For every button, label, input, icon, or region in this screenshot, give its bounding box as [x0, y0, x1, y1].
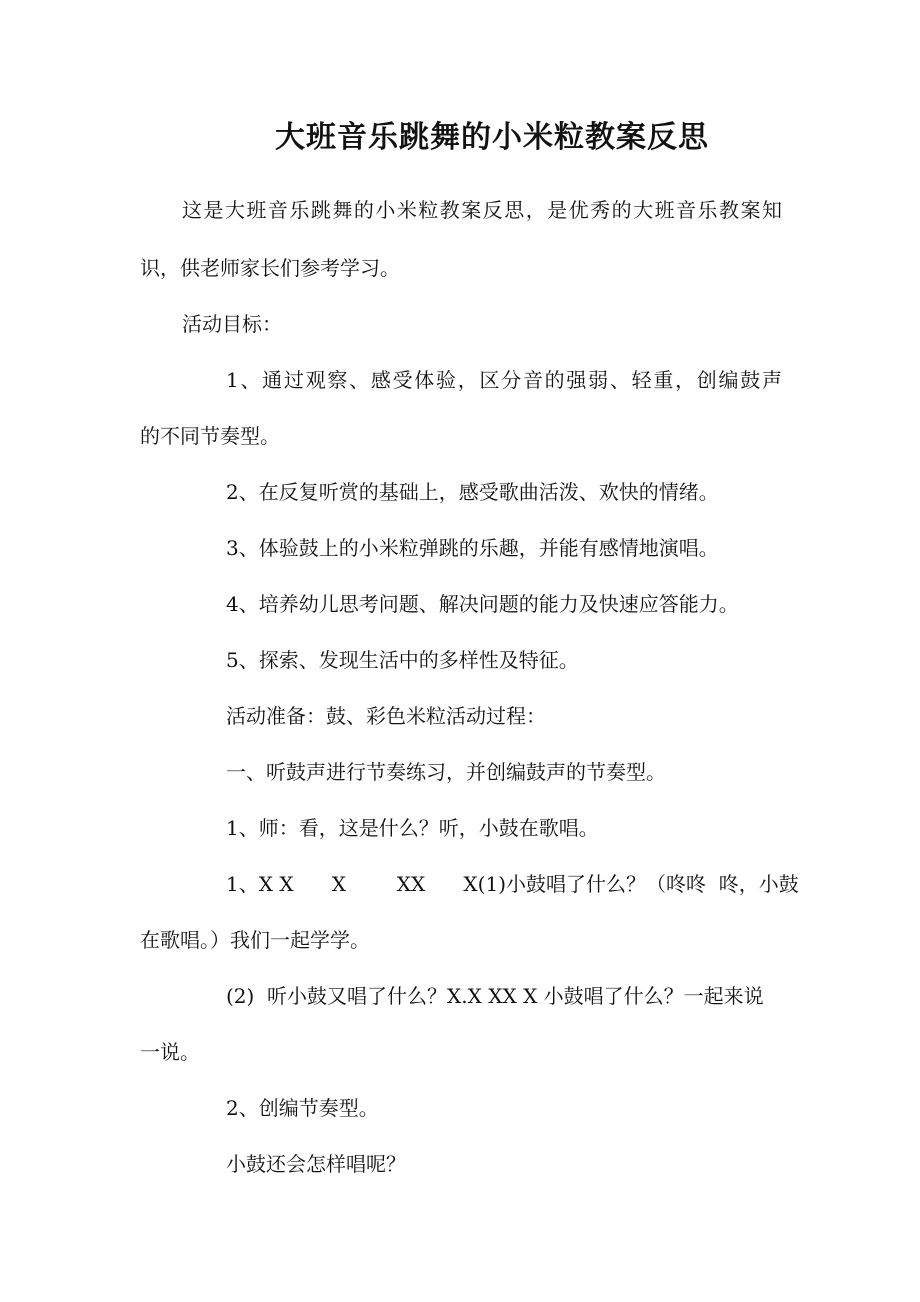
paragraph-line: 1、师：看，这是什么？听，小鼓在歌唱。 — [226, 816, 599, 840]
paragraph-line: 3、体验鼓上的小米粒弹跳的乐趣，并能有感情地演唱。 — [226, 536, 719, 560]
paragraph-line: 1、X X X XX X(1)小鼓唱了什么？（咚咚 咚，小鼓 — [226, 872, 799, 896]
paragraph-line: 活动准备：鼓、彩色米粒活动过程： — [226, 704, 546, 728]
paragraph-line: 识，供老师家长们参考学习。 — [140, 256, 400, 280]
section-heading: 活动目标： — [182, 312, 282, 336]
paragraph-line: 2、创编节奏型。 — [226, 1096, 379, 1120]
paragraph-line: 一说。 — [140, 1040, 200, 1064]
paragraph-line: 1、通过观察、感受体验，区分音的强弱、轻重，创编鼓声 — [226, 368, 782, 392]
paragraph-line: 2、在反复听赏的基础上，感受歌曲活泼、欢快的情绪。 — [226, 480, 719, 504]
paragraph-line: 的不同节奏型。 — [140, 424, 280, 448]
paragraph-line: 一、听鼓声进行节奏练习，并创编鼓声的节奏型。 — [226, 760, 666, 784]
paragraph-line: 5、探索、发现生活中的多样性及特征。 — [226, 648, 579, 672]
paragraph-line: (2) 听小鼓又唱了什么？X.X XX X 小鼓唱了什么？一起来说 — [226, 984, 764, 1008]
paragraph-line: 4、培养幼儿思考问题、解决问题的能力及快速应答能力。 — [226, 592, 739, 616]
paragraph-line: 小鼓还会怎样唱呢？ — [226, 1152, 406, 1176]
document-title: 大班音乐跳舞的小米粒教案反思 — [275, 120, 709, 155]
paragraph-line: 这是大班音乐跳舞的小米粒教案反思，是优秀的大班音乐教案知 — [182, 198, 782, 222]
paragraph-line: 在歌唱。）我们一起学学。 — [140, 928, 370, 952]
